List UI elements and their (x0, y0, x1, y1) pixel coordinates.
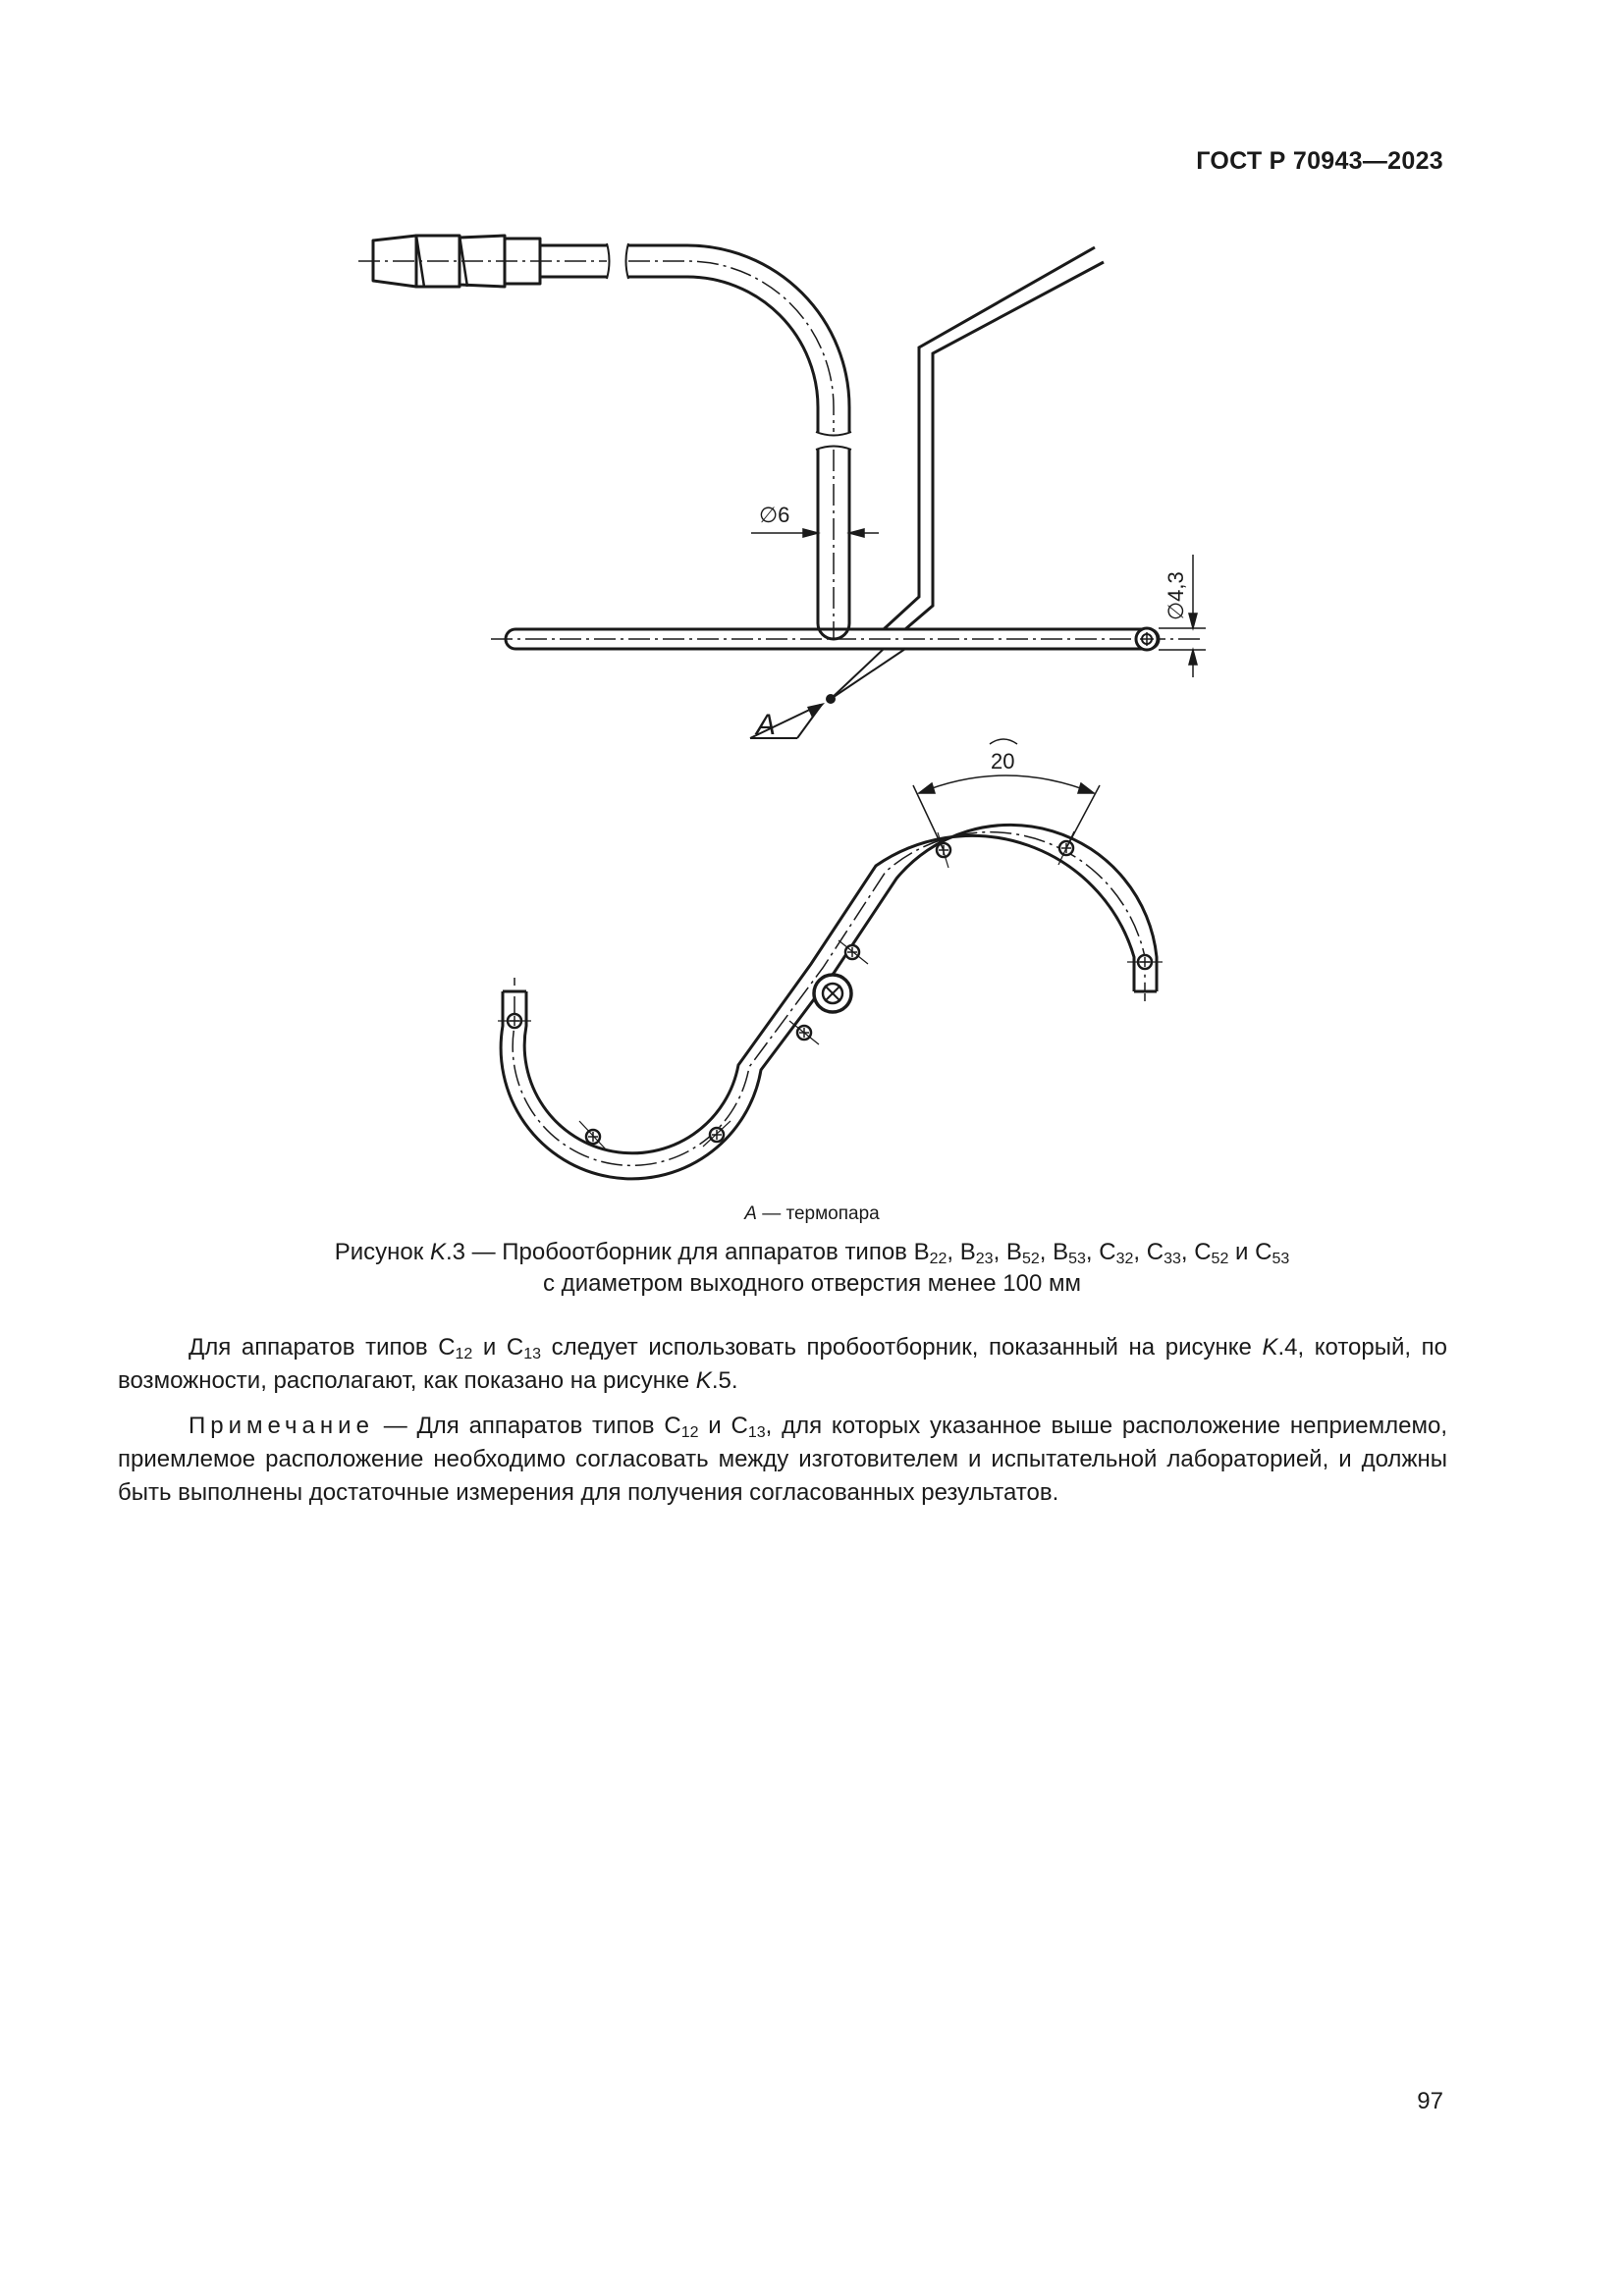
type-code: C (664, 1413, 681, 1439)
caption-fig-letter: K (429, 1239, 446, 1265)
caption-type-subscript: 52 (1021, 1251, 1040, 1267)
caption-type-subscript: 53 (1272, 1251, 1290, 1267)
note-text: и (698, 1413, 731, 1439)
caption-type-subscript: 23 (975, 1251, 994, 1267)
caption-type-code: C (1255, 1239, 1272, 1265)
caption-type-code: B (1005, 1239, 1022, 1265)
caption-types (914, 1239, 1290, 1265)
legend-text: — термопара (756, 1203, 880, 1224)
caption-type-code: C (1146, 1239, 1164, 1265)
paragraph-text: .4, который, по возможности, располагают, как показано на рисунке (118, 1334, 1447, 1394)
caption-type-code: B (1053, 1239, 1069, 1265)
note-text: , для которых указанное выше расположение неприемлемо, приемлемое расположение необходимо согласовать между изготовителем и испытательной лабораторией, и должны быть выполнены достаточные измерения для получения согласованных результатов. (118, 1413, 1447, 1506)
dimension-diameter-6 (751, 529, 879, 537)
caption-fig-num: .3 — Пробоотборник для аппаратов типов (445, 1239, 914, 1265)
caption-type-separator: , (1085, 1239, 1100, 1265)
arc-symbol (990, 739, 1017, 744)
type-subscript: 13 (747, 1424, 766, 1441)
figure-ref: K (1262, 1334, 1278, 1361)
type-subscript: 13 (523, 1346, 542, 1362)
caption-line2: с диаметром выходного отверстия менее 100 мм (543, 1270, 1081, 1297)
type-subscript: 12 (455, 1346, 473, 1362)
paragraph (118, 1331, 1447, 1398)
type-code: C (438, 1334, 456, 1361)
caption-type-subscript: 32 (1115, 1251, 1134, 1267)
legend-key: A (744, 1203, 757, 1224)
type-code: C (731, 1413, 748, 1439)
document-header: ГОСТ Р 70943—2023 (1196, 147, 1443, 175)
figure-ref: K (695, 1367, 712, 1394)
arc-length-label: 20 (991, 749, 1015, 774)
caption-prefix: Рисунок (334, 1239, 430, 1265)
caption-type-separator: , (947, 1239, 960, 1265)
caption-type-subscript: 22 (929, 1251, 947, 1267)
bent-inlet-pipe (540, 243, 851, 639)
note (118, 1410, 1447, 1510)
caption-type-code: C (1194, 1239, 1212, 1265)
thermocouple-point (826, 694, 836, 704)
caption-type-code: C (1099, 1239, 1116, 1265)
caption-type-separator: , (993, 1239, 1006, 1265)
thermocouple-wire (831, 247, 1104, 699)
diameter-4-3-label: ∅4,3 (1164, 571, 1188, 620)
figure-legend (0, 1203, 1624, 1225)
page-number: 97 (1417, 2088, 1443, 2114)
note-label: Примечание (189, 1413, 374, 1439)
paragraph-text: Для аппаратов типов (189, 1334, 439, 1361)
figure-caption (147, 1237, 1477, 1300)
caption-type-subscript: 33 (1164, 1251, 1181, 1267)
thermocouple-label: A (756, 709, 777, 741)
note-text: — Для аппаратов типов (373, 1413, 665, 1439)
paragraph-text: .5. (711, 1367, 738, 1394)
caption-type-subscript: 52 (1211, 1251, 1229, 1267)
caption-type-separator: , (1180, 1239, 1195, 1265)
paragraph-text: и (472, 1334, 507, 1361)
type-code: C (506, 1334, 524, 1361)
caption-type-subscript: 53 (1068, 1251, 1086, 1267)
caption-type-code: B (913, 1239, 930, 1265)
caption-type-code: B (959, 1239, 976, 1265)
caption-type-separator: , (1039, 1239, 1054, 1265)
end-hole (1136, 628, 1158, 650)
caption-type-separator: , (1133, 1239, 1147, 1265)
type-subscript: 12 (680, 1424, 699, 1441)
caption-type-separator: и (1228, 1239, 1256, 1265)
center-hole (814, 975, 851, 1012)
diameter-6-label: ∅6 (759, 503, 790, 527)
paragraph-text: следует использовать пробоотборник, показанный на рисунке (541, 1334, 1263, 1361)
